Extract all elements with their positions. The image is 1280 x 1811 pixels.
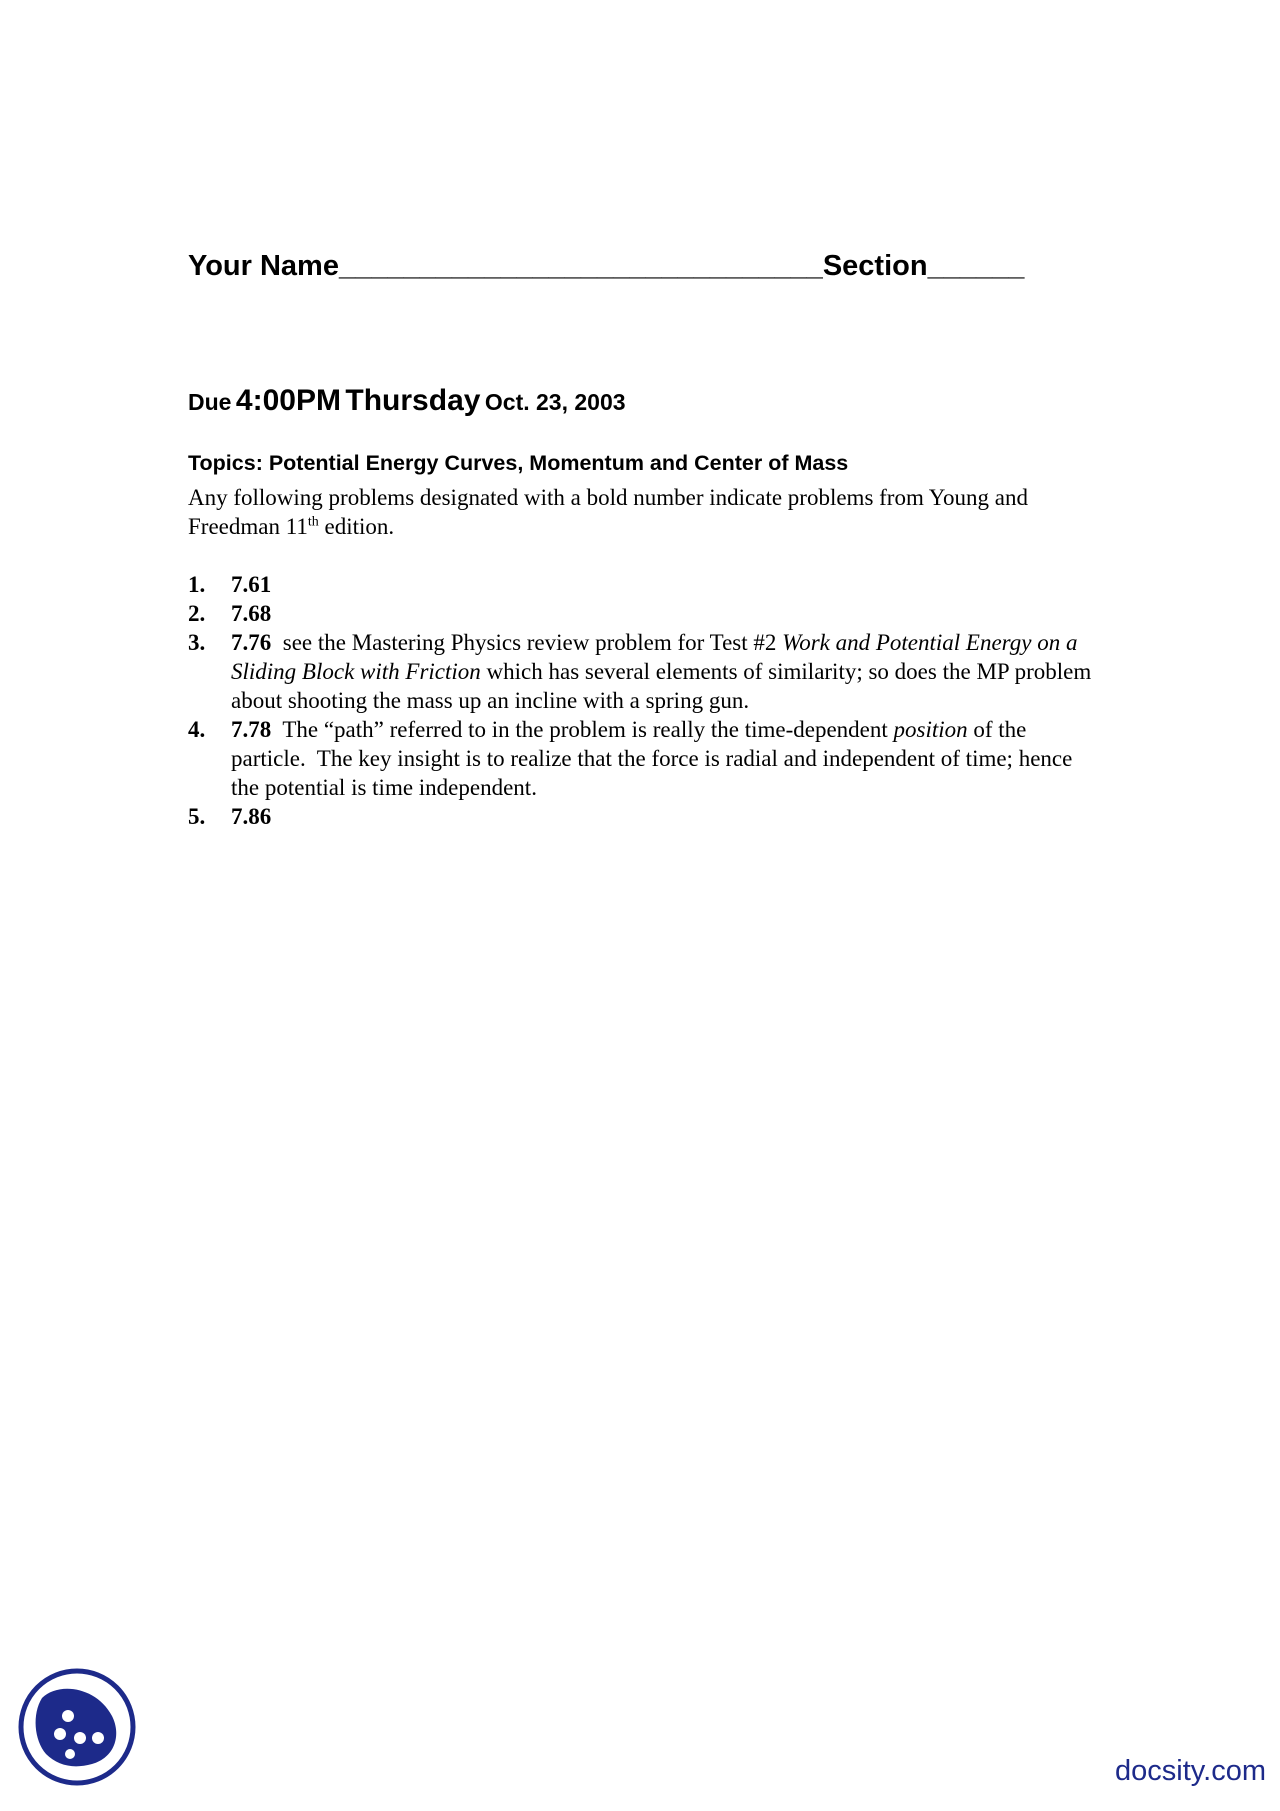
logo-graphic [18,1668,136,1786]
name-section-header [188,250,1024,283]
intro-superscript: th [307,513,319,529]
section-label: Section [822,250,928,282]
problem-item [188,599,1093,628]
problem-text: which has several elements of similarity; so does the MP problem about shooting the mass up an incline with a spring gun. [231,659,1092,713]
problem-text: The “path” referred to in the problem is really the time-dependent [271,717,894,742]
due-time: 4:00PM [235,384,341,417]
problem-number: 2. [188,601,206,626]
problem-text: see the Mastering Physics review problem for Test #2 [271,630,783,655]
intro-paragraph [188,484,1088,541]
name-blank: ______________________________ [338,250,823,282]
problem-number: 5. [188,804,206,829]
due-day: Thursday [345,384,481,417]
problem-number: 1. [188,572,206,597]
intro-text: Any following problems designated with a bold number indicate problems from Young and Freedman 11 [188,485,1029,539]
problem-id: 7.86 [231,804,272,829]
problem-item [188,802,1093,831]
problem-id: 7.78 [231,717,272,742]
name-label: Your Name [188,250,339,282]
problem-number: 3. [188,630,206,655]
problem-item [188,570,1093,599]
problem-list [188,570,1093,831]
due-date: Oct. 23, 2003 [484,389,626,415]
due-prefix: Due [188,389,232,415]
topics-heading: Topics: Potential Energy Curves, Momentum and Center of Mass [188,451,849,475]
problem-id: 7.68 [231,601,272,626]
problem-id: 7.61 [231,572,272,597]
section-blank: ______ [927,250,1025,282]
problem-italic-text: position [893,717,968,742]
due-line [188,384,626,418]
docsity-logo-icon[interactable] [18,1668,136,1786]
problem-text: of the particle. The key insight is to realize that the force is radial and independent of time; hence the potential is time independent. [231,717,1079,800]
problem-item [188,628,1093,715]
problem-id: 7.76 [231,630,272,655]
problem-number: 4. [188,717,206,742]
problem-italic-text: Work and Potential Energy on a Sliding Block with Friction [231,630,1078,684]
intro-text-end: edition. [318,513,395,539]
problem-item [188,715,1093,802]
docsity-brand-link[interactable]: docsity.com [1115,1755,1266,1787]
